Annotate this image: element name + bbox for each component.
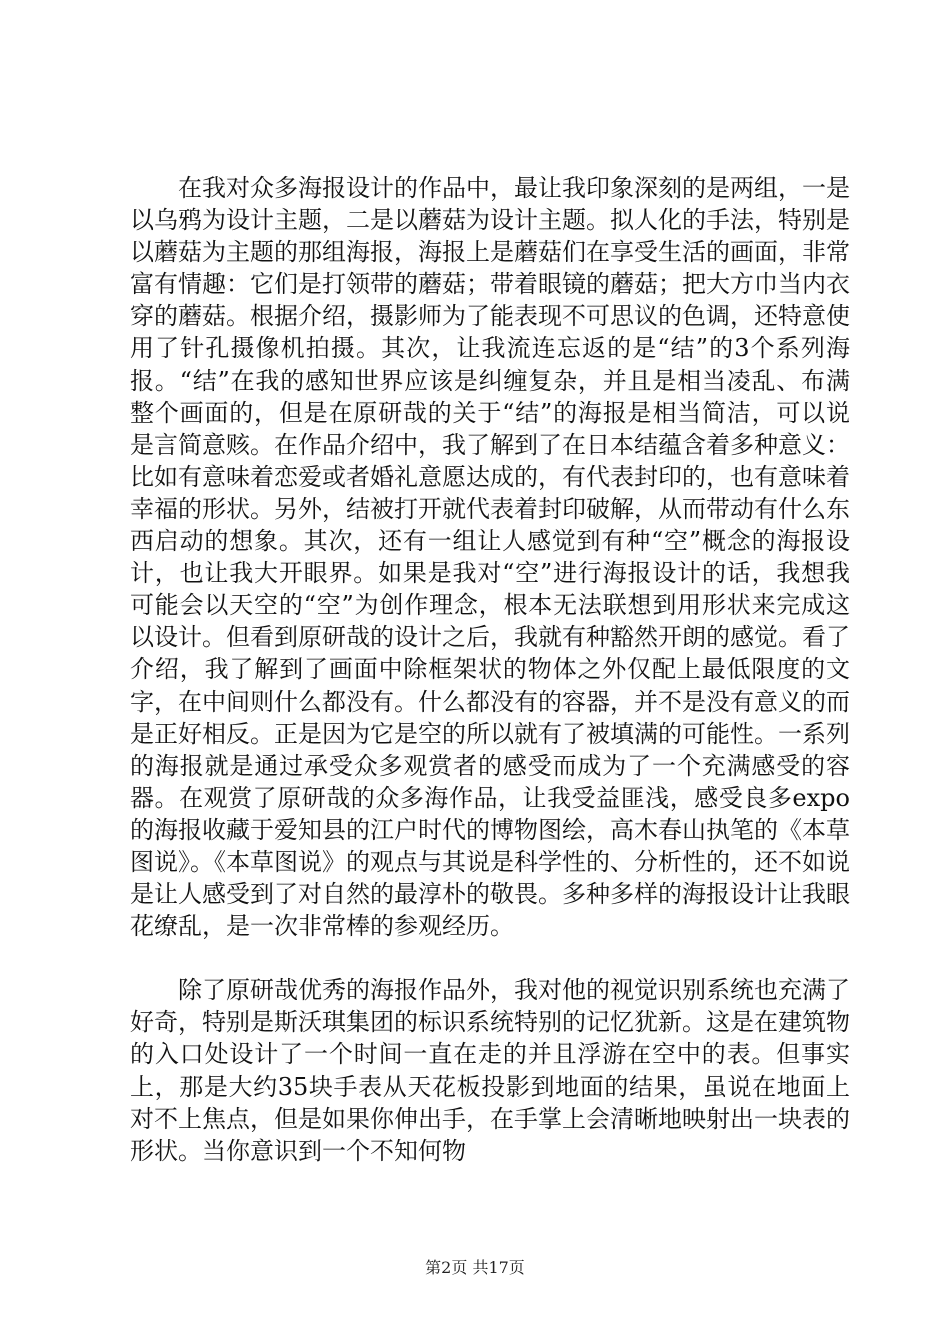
body-paragraph-1: 在我对众多海报设计的作品中，最让我印象深刻的是两组，一是以乌鸦为设计主题，二是以蘑菇为设计主题。拟人化的手法，特别是以蘑菇为主题的那组海报，海报上是蘑菇们在享受生活的画面，非常富有情趣：它们是打领带的蘑菇；带着眼镜的蘑菇；把大方巾当内衣穿的蘑菇。根据介绍，摄影师为了能表现不可思议的色调，还特意使用了针孔摄像机拍摄。其次，让我流连忘返的是“结”的3个系列海报。“结”在我的感知世界应该是纠缠复杂，并且是相当凌乱、布满整个画面的，但是在原研哉的关于“结”的海报是相当简洁，可以说是言简意赅。在作品介绍中，我了解到了在日本结蕴含着多种意义：比如有意味着恋爱或者婚礼意愿达成的，有代表封印的，也有意味着幸福的形状。另外，结被打开就代表着封印破解，从而带动有什么东西启动的想象。其次，还有一组让人感觉到有种“空”概念的海报设计，也让我大开眼界。如果是我对“空”进行海报设计的话，我想我可能会以天空的“空”为创作理念，根本无法联想到用形状来完成这以设计。但看到原研哉的设计之后，我就有种豁然开朗的感觉。看了介绍，我了解到了画面中除框架状的物体之外仅配上最低限度的文字，在中间则什么都没有。什么都没有的容器，并不是没有意义的而是正好相反。正是因为它是空的所以就有了被填满的可能性。一系列的海报就是通过承受众多观赏者的感受而成为了一个充满感受的容器。在观赏了原研哉的众多海作品，让我受益匪浅，感受良多expo的海报收藏于爱知县的江户时代的博物图绘，高木春山执笔的《本草图说》。《本草图说》的观点与其说是科学性的、分析性的，还不如说是让人感受到了对自然的最淳朴的敬畏。多种多样的海报设计让我眼花缭乱，是一次非常棒的参观经历。 [130, 174, 850, 941]
document-body [130, 172, 850, 1167]
page-number-footer: 第2页 共17页 [425, 1258, 525, 1277]
body-paragraph-2: 除了原研哉优秀的海报作品外，我对他的视觉识别系统也充满了好奇，特别是斯沃琪集团的标识系统特别的记忆犹新。这是在建筑物的入口处设计了一个时间一直在走的并且浮游在空中的表。但事实上，那是大约35块手表从天花板投影到地面的结果，虽说在地面上对不上焦点，但是如果你伸出手，在手掌上会清晰地映射出一块表的形状。当你意识到一个不知何物 [130, 976, 850, 1165]
